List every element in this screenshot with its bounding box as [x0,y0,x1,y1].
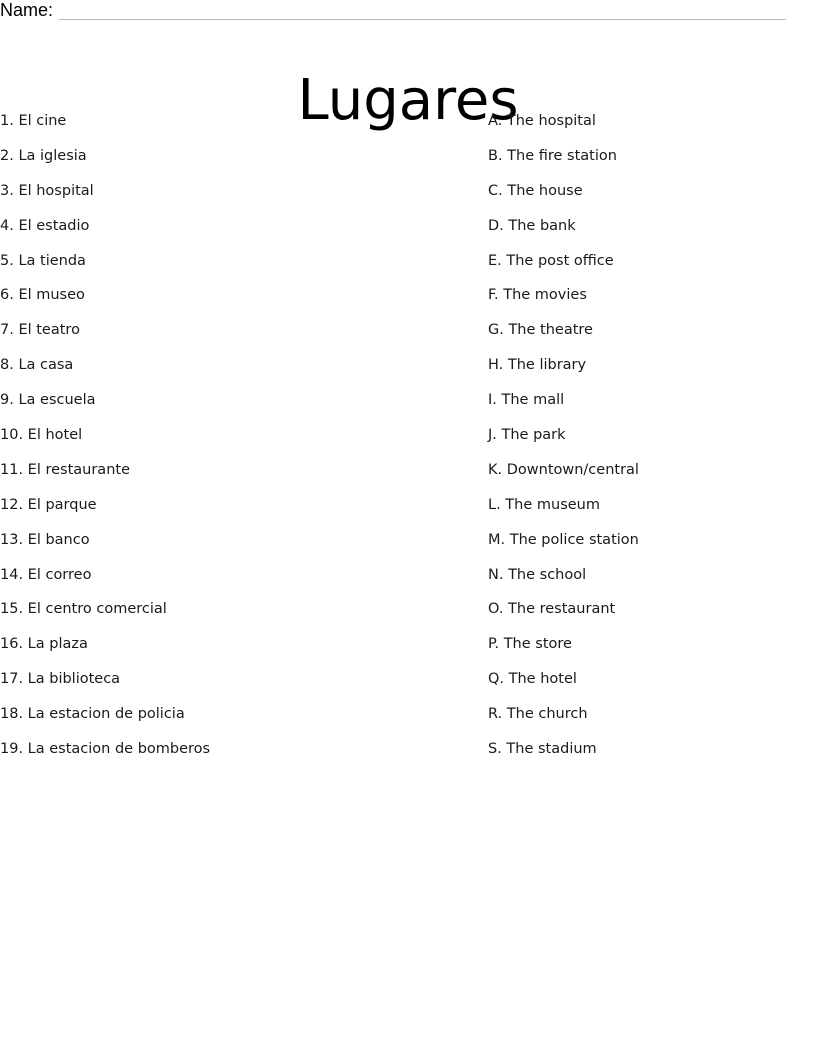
list-item: F. The movies [488,287,587,304]
list-item: B. The fire station [488,147,617,164]
list-item: 12. El parque [0,496,97,513]
list-item: S. The stadium [488,741,597,758]
list-item: 7. El teatro [0,322,80,339]
list-item: 6. El museo [0,287,85,304]
list-item: N. The school [488,566,587,583]
list-item: R. The church [488,706,588,723]
list-item: 1. El cine [0,113,67,129]
list-item: A. The hospital [488,113,596,129]
list-item: 8. La casa [0,357,74,374]
list-item: 3. El hospital [0,182,94,199]
list-item: O. The restaurant [488,601,616,618]
english-definitions-list [488,111,808,774]
list-item: 17. La biblioteca [0,671,121,688]
list-item: 5. La tienda [0,252,86,269]
list-item: 15. El centro comercial [0,601,167,618]
list-item: 19. La estacion de bomberos [0,741,211,758]
name-input-line[interactable] [59,2,786,20]
list-item: 18. La estacion de policia [0,706,185,723]
list-item: H. The library [488,357,587,374]
list-item: J. The park [488,427,566,444]
worksheet-title: Lugares [297,67,519,133]
list-item: 10. El hotel [0,427,83,444]
list-item: G. The theatre [488,322,593,339]
list-item: 4. El estadio [0,217,90,234]
list-item: D. The bank [488,217,576,234]
list-item: L. The museum [488,496,600,513]
list-item: Q. The hotel [488,671,577,688]
list-item: 2. La iglesia [0,147,87,164]
list-item: 9. La escuela [0,392,96,409]
list-item: K. Downtown/central [488,461,639,478]
name-field[interactable] [0,0,786,20]
list-item: M. The police station [488,531,639,548]
list-item: I. The mall [488,392,565,409]
list-item: 11. El restaurante [0,461,130,478]
list-item: 13. El banco [0,531,90,548]
list-item: P. The store [488,636,572,653]
list-item: C. The house [488,182,583,199]
list-item: 14. El correo [0,566,92,583]
list-item: E. The post office [488,252,614,269]
list-item: 16. La plaza [0,636,88,653]
name-label: Name: [0,0,54,20]
spanish-terms-list [0,111,470,774]
